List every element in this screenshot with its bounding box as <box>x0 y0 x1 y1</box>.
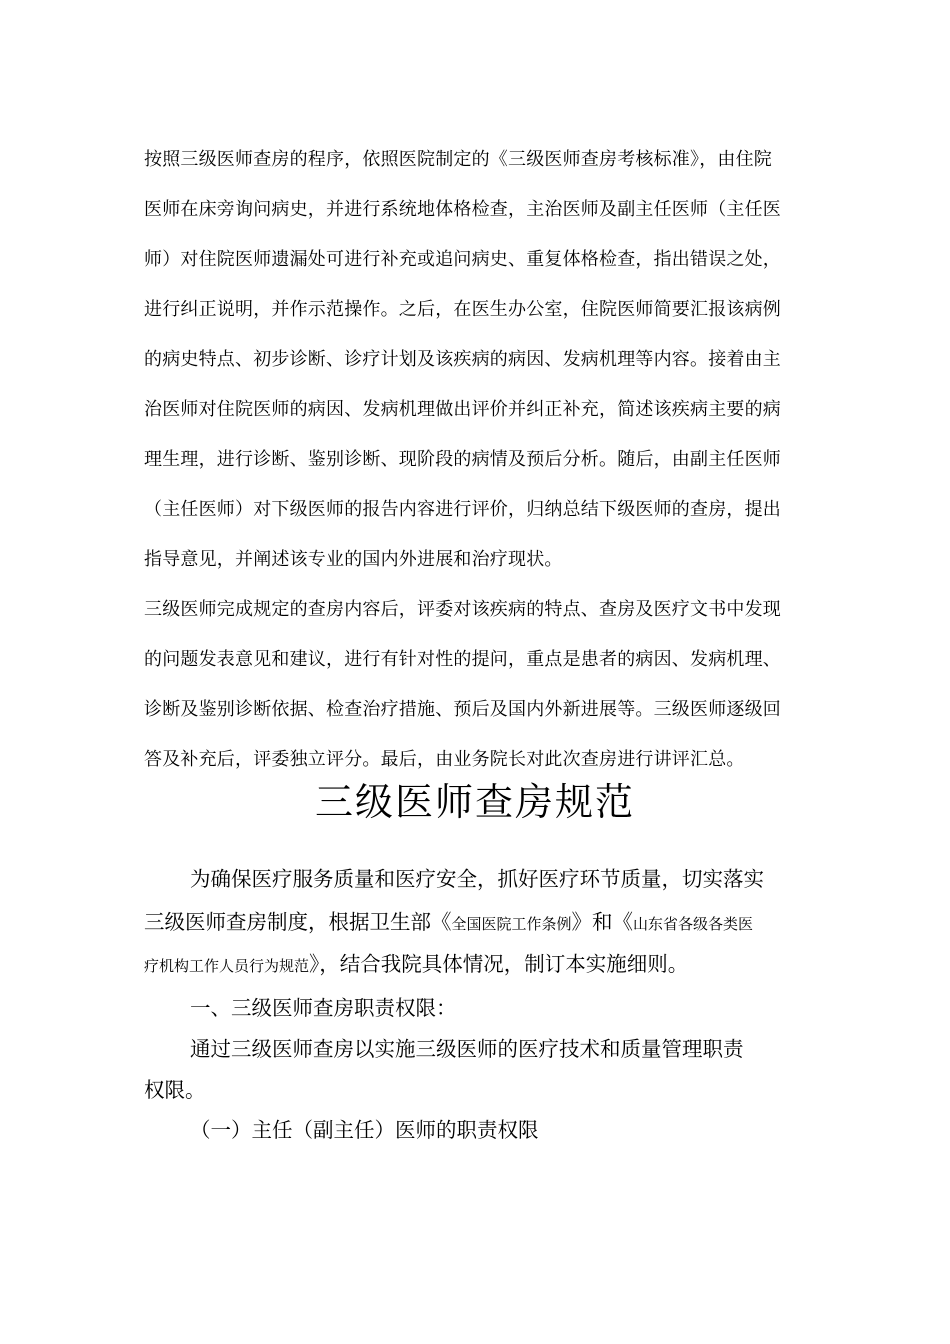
body-line: 通过三级医师查房以实施三级医师的医疗技术和质量管理职责 <box>190 1037 744 1061</box>
document-title: 三级医师查房规范 <box>314 780 635 824</box>
evaluation-paragraph <box>144 585 814 785</box>
sub-heading: （一）主任（副主任）医师的职责权限 <box>190 1118 539 1142</box>
text-line: 的病史特点、初步诊断、诊疗计划及该疾病的病因、发病机理等内容。接着由主 <box>144 349 781 370</box>
text-line: 答及补充后，评委独立评分。最后，由业务院长对此次查房进行讲评汇总。 <box>144 749 745 770</box>
text-line: 指导意见，并阐述该专业的国内外进展和治疗现状。 <box>144 549 563 570</box>
regulation-title: 山东省各级各类医 <box>633 915 754 933</box>
text-line: 三级医师完成规定的查房内容后，评委对该疾病的特点、查房及医疗文书中发现 <box>144 599 781 620</box>
intro-line-2 <box>144 908 753 938</box>
text-line: 的问题发表意见和建议，进行有针对性的提问，重点是患者的病因、发病机理、 <box>144 649 781 670</box>
text-line: 进行纠正说明，并作示范操作。之后，在医生办公室，住院医师简要汇报该病例 <box>144 299 781 320</box>
intro-text: 》和《 <box>571 910 634 934</box>
text-line: 诊断及鉴别诊断依据、检查治疗措施、预后及国内外新进展等。三级医师逐级回 <box>144 699 781 720</box>
text-line: 按照三级医师查房的程序，依照医院制定的《三级医师查房考核标准》，由住院 <box>144 149 772 170</box>
regulation-title: 全国医院工作条例 <box>451 915 572 933</box>
intro-line-3 <box>144 950 688 980</box>
procedure-paragraph <box>144 135 814 585</box>
text-line: 医师在床旁询问病史，并进行系统地体格检查，主治医师及副主任医师（主任医 <box>144 199 781 220</box>
text-line: 治医师对住院医师的病因、发病机理做出评价并纠正补充，简述该疾病主要的病 <box>144 399 781 420</box>
section-heading: 一、三级医师查房职责权限： <box>190 996 457 1020</box>
text-line: 师）对住院医师遗漏处可进行补充或追问病史、重复体格检查，指出错误之处， <box>144 249 781 270</box>
intro-text: 》，结合我院具体情况，制订本实施细则。 <box>309 952 689 976</box>
regulation-title: 疗机构工作人员行为规范 <box>144 957 310 975</box>
text-line: （主任医师）对下级医师的报告内容进行评价，归纳总结下级医师的查房，提出 <box>144 499 781 520</box>
intro-text: 三级医师查房制度，根据卫生部《 <box>144 910 452 934</box>
text-line: 理生理，进行诊断、鉴别诊断、现阶段的病情及预后分析。随后，由副主任医师 <box>144 449 781 470</box>
intro-line-1: 为确保医疗服务质量和医疗安全，抓好医疗环节质量，切实落实 <box>190 867 764 891</box>
body-line: 权限。 <box>144 1078 206 1102</box>
